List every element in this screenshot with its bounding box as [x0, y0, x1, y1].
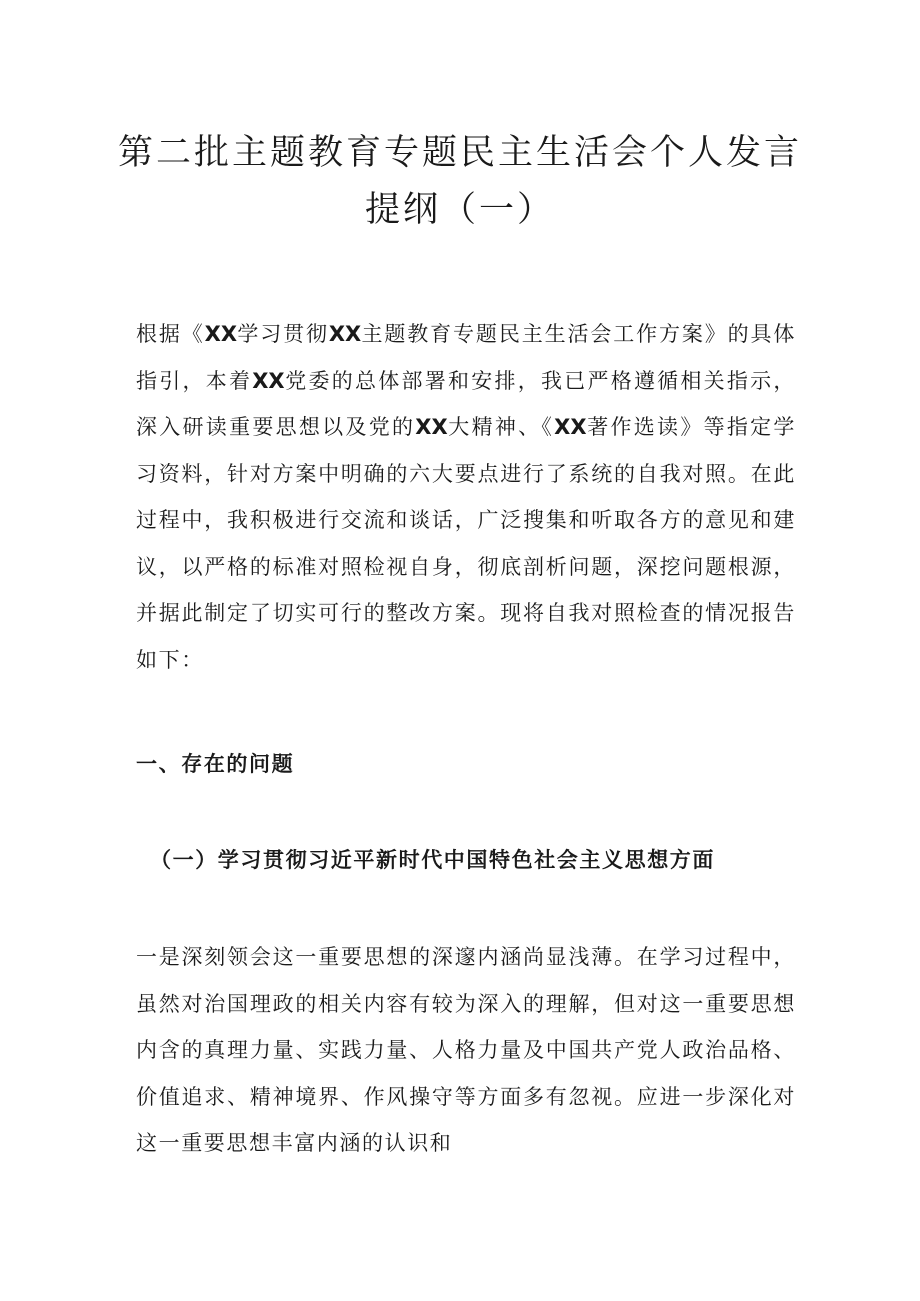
placeholder-xx: XX: [252, 368, 285, 393]
section-heading: 一、存在的问题: [136, 751, 295, 776]
intro-text: 著作选读》等指定学习资料，针对方案中明确的六大要点进行了系统的自我对照。在此过程中，我积极进行交流和谈话，广泛搜集和听取各方的意见和建议，以严格的标准对照检视自身，彻底剖析问题，深挖问题根源，并据此制定了切实可行的整改方案。现将自我对照检查的情况报告如下：: [136, 415, 796, 672]
placeholder-xx: XX: [204, 322, 238, 346]
placeholder-xx: XX: [328, 322, 362, 346]
intro-text: 大精神、《: [447, 415, 555, 439]
placeholder-xx: XX: [415, 415, 448, 439]
problem-paragraph: 一是深刻领会这一重要思想的深邃内涵尚显浅薄。在学习过程中，虽然对治国理政的相关内容有较为深入的理解，但对这一重要思想内含的真理力量、实践力量、人格力量及中国共产党人政治品格、价值追求、精神境界、作风操守等方面多有忽视。应进一步深化对这一重要思想丰富内涵的认识和: [136, 945, 796, 1155]
document-title-line1: 第二批主题教育专题民主生活会个人发言: [117, 133, 802, 173]
intro-paragraph: [136, 311, 796, 683]
subsection-heading: （一）学习贯彻习近平新时代中国特色社会主义思想方面: [150, 847, 715, 872]
intro-text: 学习贯彻: [237, 322, 329, 346]
intro-text: 党委的总体部署和安排，我已严格遵循相关指示，深入研读重要思想以及党的: [136, 368, 797, 439]
intro-text: 主题教育专题民主生活会工作方案》的具体指引，本着: [136, 322, 796, 393]
document-title-line2: 提纲（一）: [364, 190, 555, 230]
placeholder-xx: XX: [554, 415, 587, 439]
intro-text: 根据《: [136, 322, 205, 346]
